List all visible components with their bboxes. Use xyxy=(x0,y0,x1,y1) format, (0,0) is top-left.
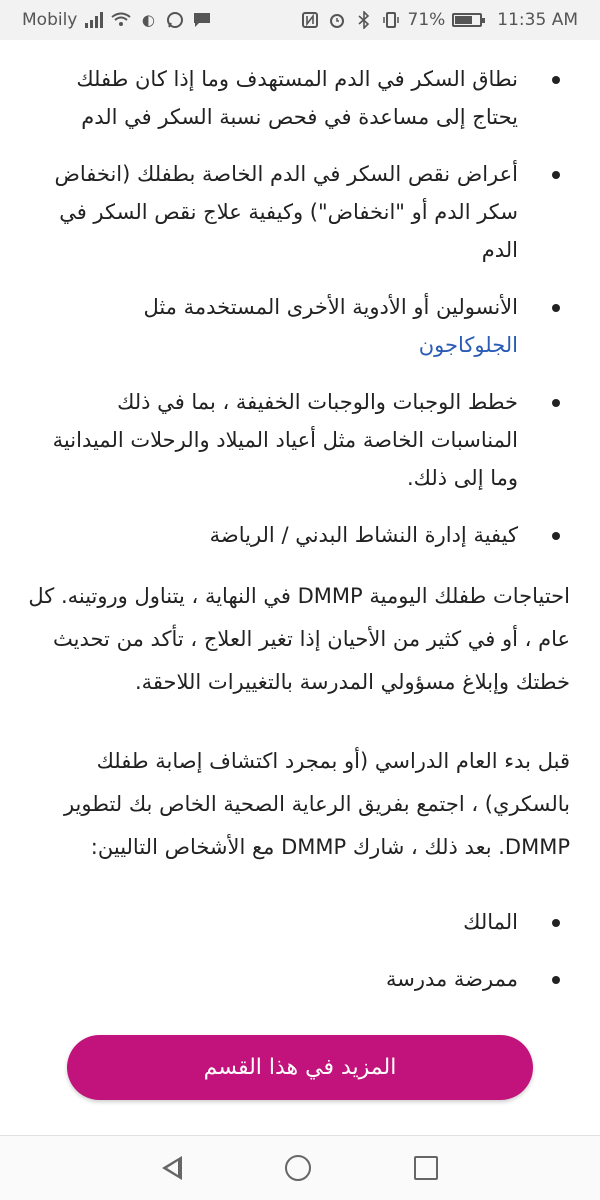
list-item xyxy=(26,383,570,497)
list-item xyxy=(26,60,570,136)
list-item-text: كيفية إدارة النشاط البدني / الرياضة xyxy=(209,523,518,547)
status-bar xyxy=(0,0,600,40)
bullet-icon xyxy=(552,171,560,179)
status-right xyxy=(300,10,579,30)
back-icon[interactable] xyxy=(162,1156,182,1180)
list-item-text: الأنسولين أو الأدوية الأخرى المستخدمة مثل xyxy=(143,295,518,319)
vibrate-icon xyxy=(381,10,401,30)
list-item-text: خطط الوجبات والوجبات الخفيفة ، بما في ذلك المناسبات الخاصة مثل أعياد الميلاد والرحلات الميدانية وما إلى ذلك. xyxy=(52,390,518,490)
more-in-section-button[interactable]: المزيد في هذا القسم xyxy=(67,1035,533,1100)
list-item-text: ممرضة مدرسة xyxy=(385,967,518,991)
alarm-icon xyxy=(327,10,347,30)
list-item-text: المالك xyxy=(463,910,518,934)
battery-percent: 71% xyxy=(407,10,446,30)
list-item xyxy=(26,960,570,998)
data-saver-icon: ◐ xyxy=(141,11,155,29)
bluetooth-icon xyxy=(354,10,374,30)
article-content xyxy=(0,40,600,1135)
list-item-text: أعراض نقص السكر في الدم الخاصة بطفلك (انخفاض سكر الدم أو "انخفاض") وكيفية علاج نقص السكر في الدم xyxy=(54,162,518,262)
bullet-icon xyxy=(552,76,560,84)
bullet-icon xyxy=(552,976,560,984)
message-icon xyxy=(192,10,212,30)
bullet-icon xyxy=(552,919,560,927)
status-left xyxy=(22,10,212,30)
battery-fill xyxy=(455,16,472,24)
carrier-name: Mobily xyxy=(22,10,78,30)
bullet-list xyxy=(26,903,570,998)
recent-apps-icon[interactable] xyxy=(414,1156,438,1180)
list-item xyxy=(26,155,570,269)
clock: 11:35 AM xyxy=(497,10,578,30)
home-icon[interactable] xyxy=(285,1155,311,1181)
list-item-text: نطاق السكر في الدم المستهدف وما إذا كان طفلك يحتاج إلى مساعدة في فحص نسبة السكر في الدم xyxy=(76,67,518,129)
paragraph: احتياجات طفلك اليومية DMMP في النهاية ، يتناول وروتينه. كل عام ، أو في كثير من الأحيان إذا تغير العلاج ، تأكد من تحديث خطتك وإبلاغ مسؤولي المدرسة بالتغييرات اللاحقة. xyxy=(28,584,570,694)
bullet-icon xyxy=(552,532,560,540)
bullet-icon xyxy=(552,304,560,312)
paragraph: قبل بدء العام الدراسي (أو بمجرد اكتشاف إصابة طفلك بالسكري) ، اجتمع بفريق الرعاية الصحية الخاص بك لتطوير DMMP. بعد ذلك ، شارك DMMP مع الأشخاص التاليين: xyxy=(63,749,570,859)
bullet-icon xyxy=(552,399,560,407)
wifi-icon xyxy=(111,10,131,30)
bullet-list xyxy=(26,60,570,554)
navigation-bar xyxy=(0,1135,600,1200)
signal-icon xyxy=(84,10,104,30)
list-item xyxy=(26,288,570,364)
list-item xyxy=(26,903,570,941)
list-item xyxy=(26,516,570,554)
nfc-icon xyxy=(300,10,320,30)
glucagon-link[interactable]: الجلوكاجون xyxy=(418,333,518,357)
battery-icon xyxy=(452,13,482,27)
whatsapp-icon xyxy=(165,10,185,30)
